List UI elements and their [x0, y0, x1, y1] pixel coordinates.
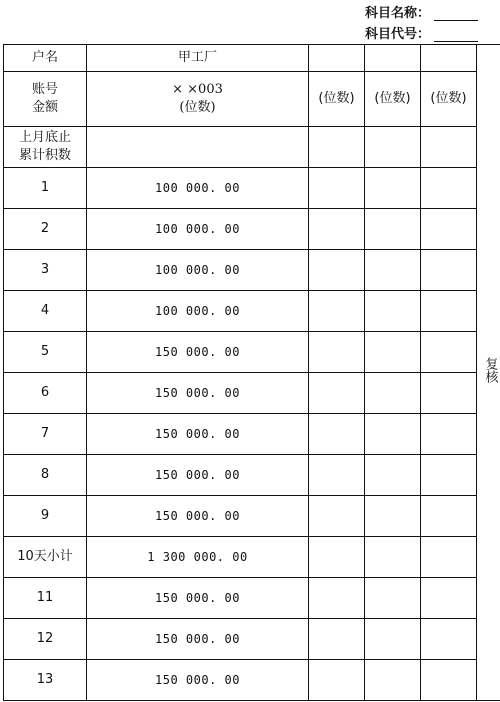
blank-cell [365, 291, 421, 332]
review-cell [477, 45, 500, 701]
blank-cell [87, 127, 309, 168]
blank-cell [421, 578, 477, 619]
amount-cell: 1 300 000. 00 [87, 537, 309, 578]
review-label: 复核 [482, 356, 498, 383]
amount-cell: 100 000. 00 [87, 209, 309, 250]
blank-cell [309, 373, 365, 414]
day-label-cell: 7 [4, 414, 87, 455]
subject-name-header [365, 2, 478, 21]
amount-cell: 100 000. 00 [87, 250, 309, 291]
amount-cell: 150 000. 00 [87, 455, 309, 496]
blank-cell [421, 496, 477, 537]
table-row [4, 660, 500, 701]
ledger-table [3, 44, 500, 701]
blank-cell [365, 537, 421, 578]
blank-cell [421, 45, 477, 72]
blank-cell [309, 127, 365, 168]
table-row [4, 250, 500, 291]
blank-cell [421, 455, 477, 496]
blank-cell [365, 127, 421, 168]
digits-cell: (位数) [421, 72, 477, 127]
blank-cell [421, 250, 477, 291]
blank-cell [365, 455, 421, 496]
amount-cell: 150 000. 00 [87, 578, 309, 619]
blank-cell [309, 168, 365, 209]
subject-name-blank [434, 8, 478, 21]
blank-cell [421, 660, 477, 701]
subject-code-header [365, 23, 478, 42]
blank-cell [365, 250, 421, 291]
blank-cell [309, 578, 365, 619]
table-row [4, 209, 500, 250]
acct-label-cell: 账号 金额 [4, 72, 87, 127]
subject-code-blank [434, 29, 478, 42]
blank-cell [309, 45, 365, 72]
blank-cell [421, 168, 477, 209]
table-row [4, 168, 500, 209]
table-row [4, 496, 500, 537]
blank-cell [309, 291, 365, 332]
blank-cell [365, 209, 421, 250]
blank-cell [421, 619, 477, 660]
amount-cell: 150 000. 00 [87, 414, 309, 455]
blank-cell [365, 373, 421, 414]
table-row-account-name [4, 45, 500, 72]
blank-cell [309, 332, 365, 373]
table-row [4, 455, 500, 496]
table-row [4, 414, 500, 455]
day-label-cell: 13 [4, 660, 87, 701]
blank-cell [309, 414, 365, 455]
digits-cell: (位数) [365, 72, 421, 127]
blank-cell [421, 537, 477, 578]
blank-cell [421, 127, 477, 168]
blank-cell [365, 332, 421, 373]
table-row [4, 619, 500, 660]
blank-cell [309, 537, 365, 578]
blank-cell [421, 373, 477, 414]
amount-cell: 100 000. 00 [87, 168, 309, 209]
amount-cell: 150 000. 00 [87, 660, 309, 701]
blank-cell [365, 578, 421, 619]
table-row [4, 332, 500, 373]
blank-cell [365, 496, 421, 537]
day-label-cell: 5 [4, 332, 87, 373]
blank-cell [421, 332, 477, 373]
blank-cell [309, 496, 365, 537]
day-label-cell: 8 [4, 455, 87, 496]
digits-cell: (位数) [309, 72, 365, 127]
day-label-cell: 2 [4, 209, 87, 250]
blank-cell [365, 660, 421, 701]
prev-label-cell: 上月底止 累计积数 [4, 127, 87, 168]
day-label-cell: 4 [4, 291, 87, 332]
blank-cell [309, 619, 365, 660]
blank-cell [309, 209, 365, 250]
day-label-cell: 9 [4, 496, 87, 537]
day-label-cell: 1 [4, 168, 87, 209]
blank-cell [309, 455, 365, 496]
amount-cell: 150 000. 00 [87, 332, 309, 373]
subject-name-label: 科目名称： [365, 6, 431, 21]
table-row [4, 537, 500, 578]
blank-cell [365, 168, 421, 209]
amount-cell: 150 000. 00 [87, 373, 309, 414]
blank-cell [365, 414, 421, 455]
day-label-cell: 6 [4, 373, 87, 414]
table-row-previous-total [4, 127, 500, 168]
amount-cell: 150 000. 00 [87, 619, 309, 660]
table-row [4, 373, 500, 414]
subject-code-label: 科目代号： [365, 27, 431, 42]
name-value-cell: 甲工厂 [87, 45, 309, 72]
table-row [4, 578, 500, 619]
name-label-cell: 户名 [4, 45, 87, 72]
acct-value-cell: × ×003 (位数) [87, 72, 309, 127]
day-label-cell: 11 [4, 578, 87, 619]
day-label-cell: 12 [4, 619, 87, 660]
blank-cell [309, 660, 365, 701]
table-row-account-number [4, 72, 500, 127]
blank-cell [309, 250, 365, 291]
amount-cell: 100 000. 00 [87, 291, 309, 332]
blank-cell [421, 291, 477, 332]
day-label-cell: 10天小计 [4, 537, 87, 578]
day-label-cell: 3 [4, 250, 87, 291]
blank-cell [365, 45, 421, 72]
amount-cell: 150 000. 00 [87, 496, 309, 537]
blank-cell [365, 619, 421, 660]
blank-cell [421, 209, 477, 250]
table-row [4, 291, 500, 332]
blank-cell [421, 414, 477, 455]
